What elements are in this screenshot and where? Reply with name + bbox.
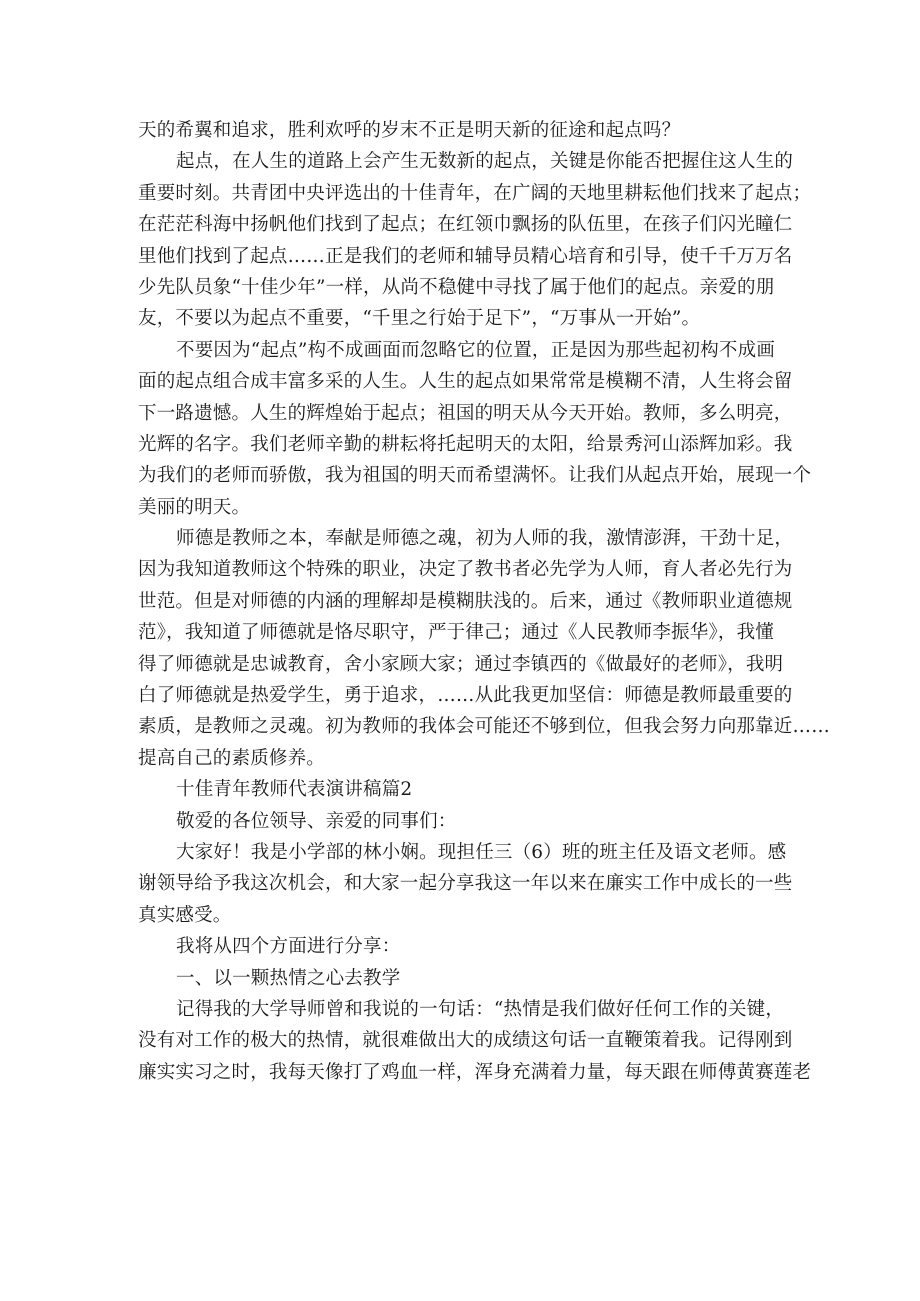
text-line: 记得我的大学导师曾和我说的一句话：“热情是我们做好任何工作的关键， xyxy=(176,998,785,1020)
text-line: 天的希翼和追求，胜利欢呼的岁末不正是明天新的征途和起点吗？ xyxy=(138,120,681,141)
text-line: 为我们的老师而骄傲，我为祖国的明天而希望满怀。让我们从起点开始，展现一个 xyxy=(138,465,812,487)
text-line: 师德是教师之本，奉献是师德之魂，初为人师的我，激情澎湃，干劲十足， xyxy=(176,528,794,550)
text-line: 范》，我知道了师德就是恪尽职守，严于律己；通过《人民教师李振华》，我懂 xyxy=(138,622,775,644)
text-line: 下一路遗憾。人生的辉煌始于起点；祖国的明天从今天开始。教师，多么明亮， xyxy=(138,402,793,424)
text-line: 少先队员象“十佳少年”一样，从尚不稳健中寻找了属于他们的起点。亲爱的朋 xyxy=(138,276,775,298)
text-line: 谢领导给予我这次机会，和大家一起分享我这一年以来在廉实工作中成长的一些 xyxy=(138,873,793,895)
document-body xyxy=(138,115,830,1088)
text-line: 没有对工作的极大的热情，就很难做出大的成绩这句话一直鞭策着我。记得刚到 xyxy=(138,1030,793,1052)
text-line: 世范。但是对师德的内涵的理解却是模糊肤浅的。后来，通过《教师职业道德规 xyxy=(138,590,793,612)
text-line: 面的起点组合成丰富多采的人生。人生的起点如果常常是模糊不清，人生将会留 xyxy=(138,371,793,393)
text-line: 光辉的名字。我们老师辛勤的耕耘将托起明天的太阳，给景秀河山添辉加彩。我 xyxy=(138,433,793,455)
text-line: 里他们找到了起点……正是我们的老师和辅导员精心培育和引导，使千千万万名 xyxy=(138,245,793,267)
text-line: 白了师德就是热爱学生，勇于追求，……从此我更加坚信：师德是教师最重要的 xyxy=(138,685,793,707)
text-line: 友，不要以为起点不重要，“千里之行始于足下”，“万事从一开始”。 xyxy=(138,308,701,330)
text-line: 美丽的明天。 xyxy=(138,496,251,518)
text-line: 廉实实习之时，我每天像打了鸡血一样，浑身充满着力量，每天跟在师傅黄赛莲老 xyxy=(138,1061,812,1083)
text-line: 不要因为“起点”构不成画面而忽略它的位置，正是因为那些起初构不成画 xyxy=(176,339,776,361)
text-line: 得了师德就是忠诚教育，舍小家顾大家；通过李镇西的《做最好的老师》，我明 xyxy=(138,653,784,675)
text-line: 在茫茫科海中扬帆他们找到了起点；在红领巾飘扬的队伍里，在孩子们闪光瞳仁 xyxy=(138,214,793,236)
text-line: 真实感受。 xyxy=(138,904,232,926)
text-line: 我将从四个方面进行分享： xyxy=(176,936,401,958)
text-line: 素质，是教师之灵魂。初为教师的我体会可能还不够到位，但我会努力向那靠近…… xyxy=(138,716,830,738)
text-line: 十佳青年教师代表演讲稿篇2 xyxy=(176,779,413,801)
text-line: 起点，在人生的道路上会产生无数新的起点，关键是你能否把握住这人生的 xyxy=(176,151,794,173)
text-line: 提高自己的素质修养。 xyxy=(138,747,326,769)
text-line: 因为我知道教师这个特殊的职业，决定了教书者必先学为人师，育人者必先行为 xyxy=(138,559,793,581)
text-line: 敬爱的各位领导、亲爱的同事们： xyxy=(176,810,457,832)
text-line: 大家好！我是小学部的林小娴。现担任三（6）班的班主任及语文老师。感 xyxy=(176,841,787,863)
text-line: 一、以一颗热情之心去教学 xyxy=(176,967,401,989)
text-line: 重要时刻。共青团中央评选出的十佳青年，在广阔的天地里耕耘他们找来了起点； xyxy=(138,182,812,204)
